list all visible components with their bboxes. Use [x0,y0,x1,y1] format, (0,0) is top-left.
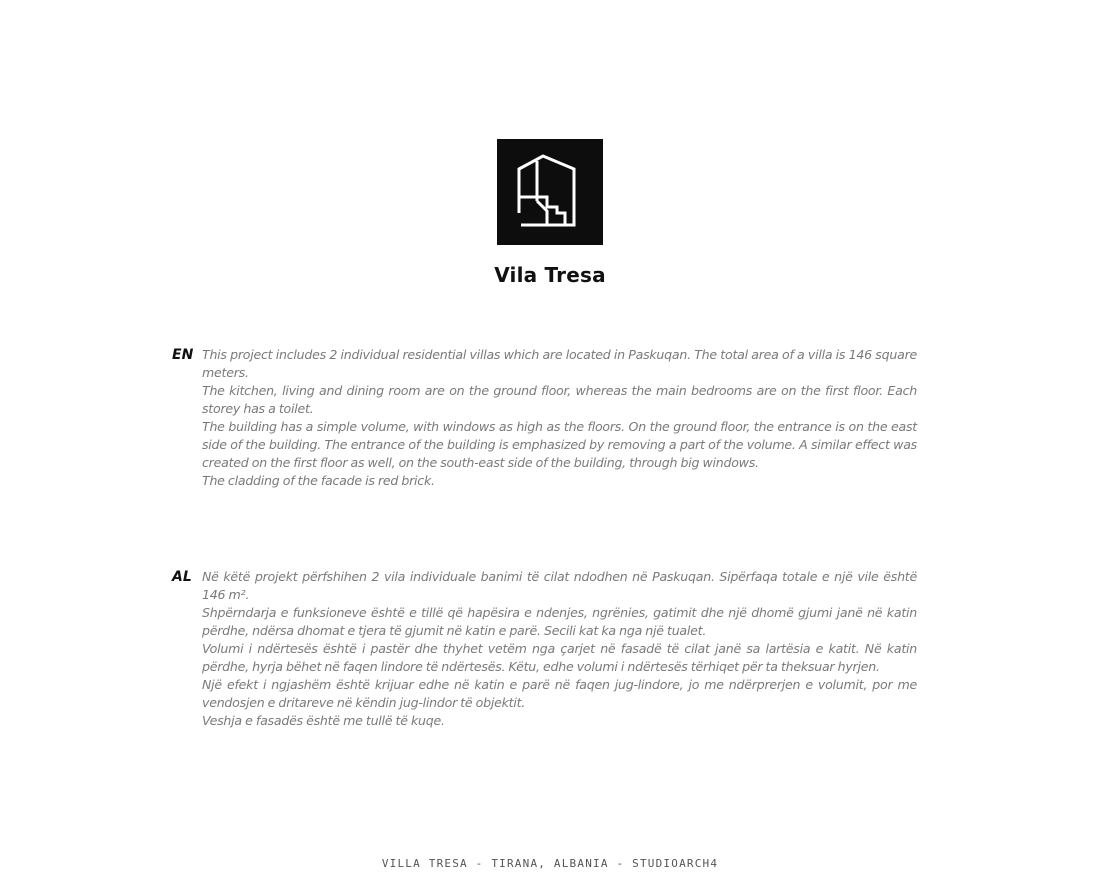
en-paragraph-2: The kitchen, living and dining room are on the ground floor, whereas the main bedrooms are on the first floor. Each storey has a toilet. [202,383,917,416]
language-label-en: EN [172,347,194,363]
al-paragraph-5: Veshja e fasadës është me tullë të kuqe. [202,713,445,728]
en-paragraph-4: The cladding of the facade is red brick. [202,473,435,488]
english-description [202,346,917,490]
page-title: Vila Tresa [494,263,606,287]
logo [497,139,603,245]
house-section-icon [497,139,603,245]
en-paragraph-3: The building has a simple volume, with windows as high as the floors. On the ground floor, the entrance is on the east side of the building. The entrance of the building is emphasized by removing a part of the volume. A similar effect was created on the first floor as well, on the south-east side of the building, through big windows. [202,419,917,470]
al-paragraph-4: Një efekt i ngjashëm është krijuar edhe në katin e parë në faqen jug-lindore, jo me ndërprerjen e volumit, por me vendosjen e dritareve në këndin jug-lindor të objektit. [202,677,917,710]
al-paragraph-2: Shpërndarja e funksioneve është e tillë që hapësira e ndenjes, ngrënies, gatimit dhe një dhomë gjumi janë në katin përdhe, ndërsa dhomat e tjera të gjumit në katin e parë. Secili kat ka nga një tualet. [202,605,917,638]
page-footer: VILLA TRESA - TIRANA, ALBANIA - STUDIOARCH4 [381,857,719,870]
en-paragraph-1: This project includes 2 individual residential villas which are located in Paskuqan. The total area of a villa is 146 square meters. [202,347,917,380]
language-label-al: AL [172,569,192,585]
albanian-description [202,568,917,730]
al-paragraph-3: Volumi i ndërtesës është i pastër dhe thyhet vetëm nga çarjet në fasadë të cilat janë sa lartësia e katit. Në katin përdhe, hyrja bëhet në faqen lindore të ndërtesës. Këtu, edhe volumi i ndërtesës tërhiqet për ta theksuar hyrjen. [202,641,917,674]
al-paragraph-1: Në këtë projekt përfshihen 2 vila individuale banimi të cilat ndodhen në Paskuqan. Sipërfaqa totale e një vile është 146 m². [202,569,917,602]
